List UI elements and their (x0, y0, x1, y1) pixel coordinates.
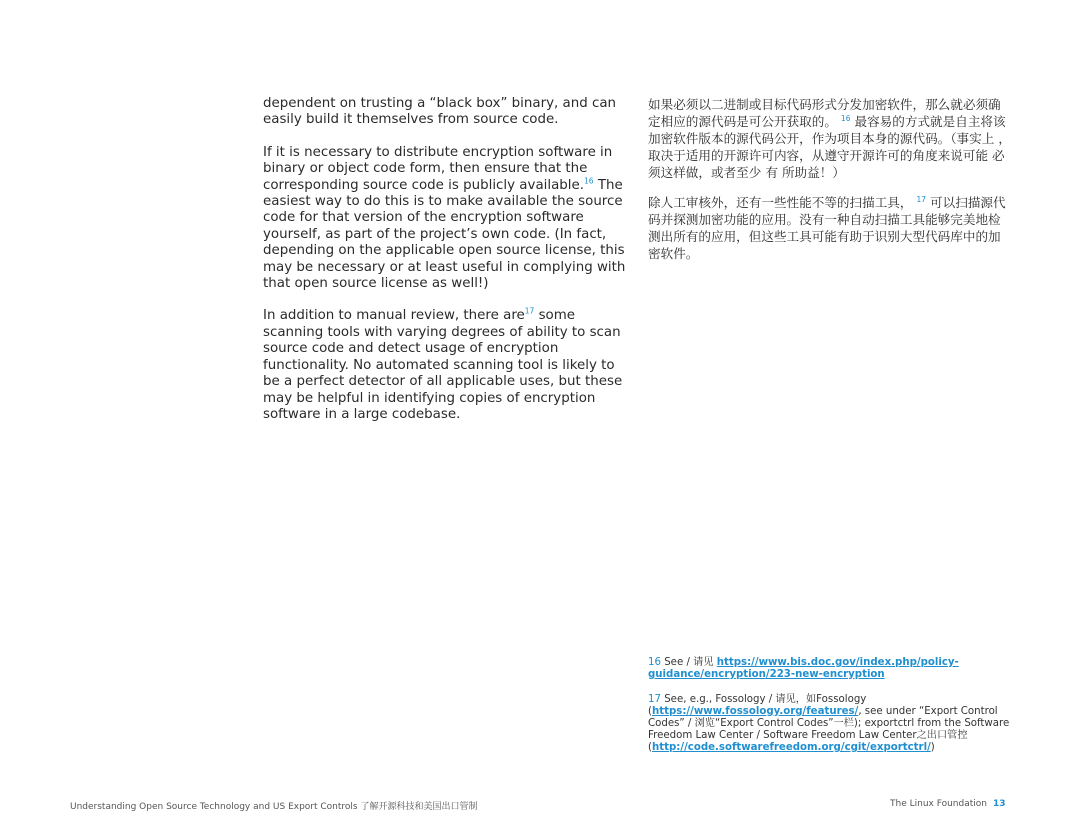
footnote-ref-17-zh[interactable]: 17 (916, 194, 927, 204)
english-paragraph-3: In addition to manual review, there are$^{17}$ some scanning tools with varying degrees of ability to scan source code and detect usage of encryption functionality. No automated scanning tool is likely to be a perfect detector of all applicable uses, but these may be helpful in identifying copies of encryption software in a large codebase. (263, 307, 623, 422)
english-column (263, 96, 631, 439)
exportctrl-link[interactable]: http://code.softwarefreedom.org/cgit/exportctrl/ (651, 742, 931, 753)
footnote-16-link[interactable]: https://www.bis.doc.gov/index.php/policy-guidance/encryption/223-new-encryption (648, 657, 959, 680)
chinese-column (648, 96, 1013, 275)
footnote-number: 16 (648, 657, 661, 668)
footnote-ref-16[interactable]: 16 (584, 176, 594, 186)
footnote-ref-17[interactable]: 17 (524, 307, 535, 316)
chinese-paragraph-2: 除人工审核外，还有一些性能不等的扫描工具， $^{17}$ 可以扫描源代码并探测加密功能的应用。没有一种自动扫描工具能够完美地检测出所有的应用，但这些工具可能有助于识别大型代码库中的加密软件。 (648, 194, 1006, 261)
footnote-ref-16-zh[interactable]: 16 (840, 113, 851, 123)
footer-publisher: The Linux Foundation 13 (890, 799, 1006, 809)
footnote-number: 17 (648, 694, 661, 705)
footer-title: Understanding Open Source Technology and US Export Controls 了解开源科技和美国出口管制 (70, 802, 478, 812)
footnote-16: 16 See / 请见 https://www.bis.doc.gov/index.php/policy-guidance/encryption/223-new-encryption (648, 657, 959, 680)
page-number: 13 (992, 799, 1006, 809)
footnote-17: 17 See, e.g., Fossology / 请见，如Fossology (https://www.fossology.org/features/, see under “Export Control Codes” / 浏览“Export Control Codes”一栏); exportctrl from the Software Freedom Law Center / Software Freedom Law Center之出口管控 (http://code.softwarefreedom.org/cgit/exportctrl/) (648, 694, 1010, 753)
fossology-link[interactable]: https://www.fossology.org/features/ (651, 706, 859, 717)
chinese-paragraph-1: 如果必须以二进制或目标代码形式分发加密软件，那么就必须确定相应的源代码是可公开获取的。 $^{16}$ 最容易的方式就是自主将该加密软件版本的源代码公开，作为项目本身的源代码。（事实上 ， 取决于适用的开源许可内容，从遵守开源许可的角度来说可能 必 须这样做，或者至少 有 所助益！） (648, 97, 1011, 180)
english-paragraph-2: If it is necessary to distribute encryption software in binary or object code form, then ensure that the corresponding source code is publicly available.$^{16}$ The easiest way to do this is to make available the source code for that version of the encryption software yourself, as part of the project’s own code. (In fact, depending on the applicable open source license, this may be necessary or at least useful in complying with that open source license as well!) (263, 144, 626, 292)
english-paragraph-1: dependent on trusting a “black box” binary, and can easily build it themselves from source code. (263, 96, 617, 128)
